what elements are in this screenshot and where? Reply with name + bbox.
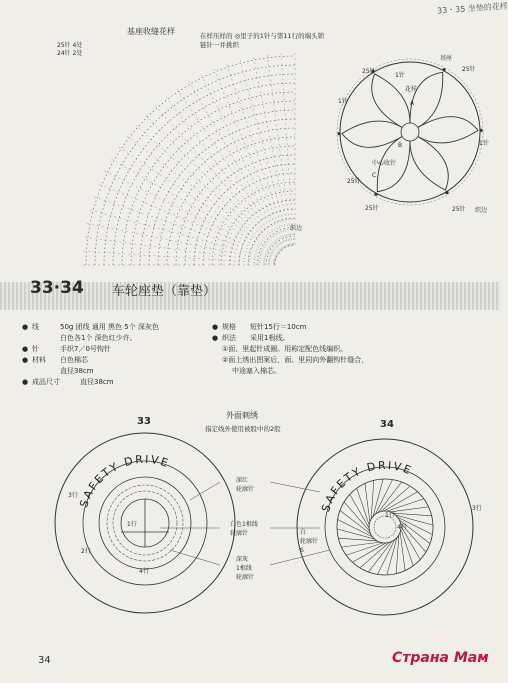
crochet-fan-chart <box>15 40 305 270</box>
row-4-label-33: 4行 <box>139 568 149 575</box>
callout-dark-red: 深红 轮廓针 <box>236 477 255 493</box>
center-label: 中心收针 <box>372 160 397 167</box>
callout-white-s: 白 轮廓针 S <box>300 529 319 554</box>
bullet: ● <box>22 378 29 386</box>
yarn-line-2: 白色各1个 深色红少许。 <box>60 334 137 342</box>
emb-note: 指定线外使用被股中的2股 <box>205 425 281 433</box>
yarn-line-1: 50g 团线 通用 黑色 5个 深灰色 <box>60 323 159 331</box>
callout-dark-gray: 深灰 1根线 轮廓针 <box>236 556 255 581</box>
bullet: ● <box>22 356 29 364</box>
ring-text-34: SAFETY DRIVE <box>319 458 415 514</box>
top-pattern-title: 基座收缝花样 <box>127 27 175 36</box>
top-note: 在样压样的 ◎里子的1针与第11行的端头锁链针一并挑织 <box>200 32 325 49</box>
fill-label: 材料 <box>32 356 46 364</box>
ring-text-33: SAFETY DRIVE <box>77 452 172 510</box>
gauge-value: 短针15行＝10cm <box>250 323 307 331</box>
label-a: A <box>410 100 415 107</box>
bullet: ● <box>212 323 219 331</box>
row-2-label-33: 2行 <box>81 548 91 555</box>
step-3: 中途塞入棉芯。 <box>232 367 281 375</box>
method-label: 织法 <box>222 334 236 342</box>
size-value: 直径38cm <box>80 378 114 386</box>
s25-label-1: 25针 <box>362 68 376 75</box>
petal-label: 花样 <box>405 86 418 93</box>
s25-label-3: 25针 <box>347 178 361 185</box>
row-1-label-33: 1行 <box>127 521 137 528</box>
flower-diagram <box>330 50 490 225</box>
size-label: 成品尺寸 <box>32 378 60 386</box>
label-c: C <box>372 172 377 179</box>
fill-line-1: 白色棉芯 <box>60 356 88 364</box>
s25-label-4: 25针 <box>452 206 466 213</box>
method-value: 采用1根线。 <box>250 334 290 342</box>
callout-white: 白色1根线 轮廓针 <box>230 521 258 537</box>
callout-lines <box>150 470 370 590</box>
row-label-24: 24针 2处 <box>57 50 83 57</box>
row-3-label-33: 3行 <box>68 492 78 499</box>
row-1-label-34: 1行 <box>385 512 395 519</box>
stitch-label-top: 1针 <box>395 72 405 79</box>
step-2: ②面上绣出图案后，面、里同向外翻钩针缝合， <box>222 356 369 364</box>
stitch-label-right: 1针 <box>479 140 489 147</box>
bullet: ● <box>22 345 29 353</box>
row-3-label-34: 3行 <box>472 505 482 512</box>
edge-label-left: 织边 <box>290 225 303 232</box>
row-label-25: 25针 4处 <box>57 42 83 49</box>
section-number: 33·34 <box>30 278 84 298</box>
needle-value: 手织7／0号钩针 <box>60 345 111 353</box>
s25-label-5: 25针 <box>365 205 379 212</box>
needle-label: 针 <box>32 345 39 353</box>
label-b: B <box>398 142 403 149</box>
fill-line-2: 直径38cm <box>60 367 94 375</box>
edge-label-right: 织边 <box>475 207 488 214</box>
base-label: 基座 <box>440 55 453 62</box>
gauge-label: 规格 <box>222 323 236 331</box>
row-4-label-34: 4行 <box>397 524 407 531</box>
label-34: 34 <box>380 419 394 430</box>
label-33: 33 <box>137 416 151 427</box>
section-title: 车轮座垫（靠垫） <box>112 284 217 299</box>
watermark-logo: Страна Мам <box>392 650 489 666</box>
yarn-label: 线 <box>32 323 39 331</box>
bullet: ● <box>22 323 29 331</box>
page-number: 34 <box>38 655 51 666</box>
step-1: ①面、里起针成圈。用称定配色线编织。 <box>222 345 348 353</box>
s25-label-2: 25针 <box>462 66 476 73</box>
stitch-label-left: 1针 <box>338 98 348 105</box>
emb-title: 外面刺绣 <box>226 411 258 420</box>
corner-header: 33・35 坐垫的花样 <box>436 1 508 16</box>
bullet: ● <box>212 334 219 342</box>
